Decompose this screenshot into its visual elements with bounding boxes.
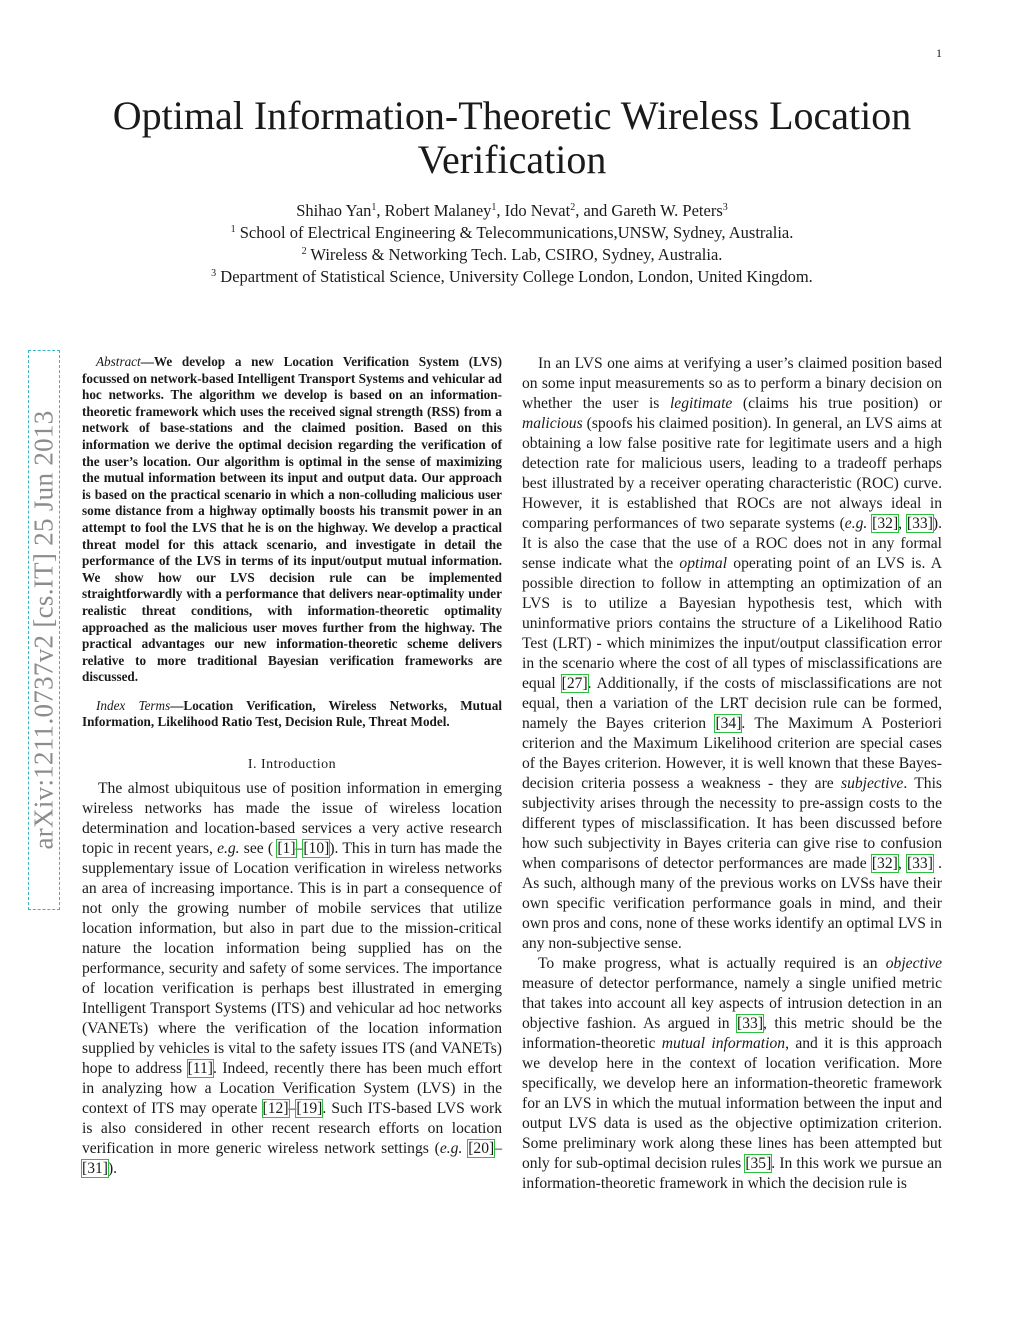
paper-title: Optimal Information-Theoretic Wireless Location Verification: [112, 93, 912, 182]
index-terms: [82, 698, 502, 731]
section-heading: I. Introduction: [247, 757, 337, 773]
author-sup: 2: [570, 202, 576, 213]
author-name: Ido Nevat: [504, 201, 571, 220]
body-paragraph: [522, 354, 942, 954]
paragraph-text: . The Maximum A Posteriori criterion and the Maximum Likelihood criterion are special cases of the Bayes criterion. However, it is well known that these Bayes-decision criteria possess a weakness - they are: [522, 715, 942, 792]
paragraph-text: , and it is this approach we develop here in the context of location verification. More specifically, we develop here an information-theoretic framework for an LVS in which the mutual information between the input and output LVS data is used as the objective optimization criterion. Some preliminary work along these lines has been attempted but only for sub-optimal decision rules: [522, 1035, 943, 1172]
author-separator: , and: [575, 201, 612, 220]
affiliation-text: Department of Statistical Science, University College London, London, United Kingdom.: [216, 267, 813, 286]
paragraph-text: . Indeed, recently there has been much effort in analyzing how a Location Verification System (LVS) in the context of ITS may operate: [82, 1060, 502, 1118]
author-separator: ,: [496, 201, 505, 220]
paragraph-text: ). This in turn has made the supplementary issue of Location verification in wireless networks an area of increasing importance. This is in part a consequence of not only the growing number of mobile services that utilize location information, but also in part due to the mission-critical nature the location information being supplied has on the performance, security and safety of some services. The importance of location verification is perhaps best illustrated in emerging Intelligent Transport Systems (ITS) and vehicular ad hoc networks (VANETs) where the verification of the location information supplied by vehicles is vital to the safety issues ITS (and VANETs) hope to address: [82, 840, 502, 1078]
affiliation-sup: 2: [301, 246, 307, 257]
author-block: [60, 200, 964, 288]
author-name: Robert Malaney: [384, 201, 492, 220]
affiliation-line: [60, 222, 964, 244]
range-dash: –: [494, 1140, 502, 1158]
author-line: [60, 200, 964, 222]
arxiv-identifier: arXiv:1211.0737v2 [cs.IT] 25 Jun 2013: [28, 410, 59, 850]
affiliation-text: Wireless & Networking Tech. Lab, CSIRO, Sydney, Australia.: [306, 245, 723, 264]
citation-link[interactable]: [12]: [262, 1100, 289, 1118]
paragraph-text: (spoofs his claimed position). In general, an LVS aims at obtaining a low false positive rate for legitimate users and a high detection rate for malicious users, leading to a tradeoff perhaps best illustrated by a receiver operating characteristic (ROC) curve. However, it is established that ROCs are not always ideal in comparing performances of two separate systems (: [522, 415, 942, 532]
citation-link[interactable]: [27]: [561, 675, 588, 692]
paragraph-text: . In this work we pursue an information-theoretic framework in which the decision rule is: [522, 1155, 942, 1192]
emphasis-text: e.g.: [217, 840, 240, 858]
author-sup: 3: [722, 202, 728, 213]
paragraph-text: In an LVS one aims at verifying a user’s claimed position based on some input measurements so as to perform a binary decision on whether the user is: [522, 355, 942, 412]
citation-link[interactable]: [20]: [468, 1140, 495, 1158]
paragraph-text: . As such, although many of the previous works on LVSs have their own specific verification performance goals in mind, and their own pros and cons, none of these works identify an optimal LVS in any non-subjective sense.: [522, 855, 943, 952]
citation-separator: ,: [898, 515, 907, 532]
author-name: Gareth W. Peters: [611, 201, 723, 220]
citation-link[interactable]: [33]: [906, 855, 933, 872]
citation-link[interactable]: [34]: [715, 715, 742, 732]
paragraph-text: , this metric should be the information-theoretic: [522, 1015, 942, 1052]
paragraph-text: To make progress, what is actually required is an: [538, 955, 886, 972]
paragraph-text: measure of detector performance, namely a single unified metric that takes into account all key aspects of intrusion detection in an objective fashion. As argued in: [522, 975, 942, 1032]
paragraph-text: . Such ITS-based LVS work is also considered in other recent research efforts on location verification in more generic wireless network settings (: [82, 1100, 502, 1158]
emphasis-text: legitimate: [669, 395, 733, 412]
affiliation-line: [60, 244, 964, 266]
abstract: [82, 354, 502, 686]
citation-link[interactable]: [33]: [906, 515, 933, 532]
citation-link[interactable]: [11]: [187, 1060, 213, 1078]
paragraph-text: . This subjectivity arises through the necessity to pre-assign costs to the different types of misclassification. It has been discussed before how such subjectivity in Bayes criteria can give rise to confusion when comparisons of detector performances are made: [522, 775, 942, 872]
paragraph-text: ). It is also the case that the use of a ROC does not in any formal sense indicate what the: [522, 515, 942, 572]
citation-link[interactable]: [32]: [872, 515, 899, 532]
affiliation-text: School of Electrical Engineering & Telecommunications,UNSW, Sydney, Australia.: [235, 223, 794, 242]
affiliation-sup: 3: [211, 268, 217, 279]
author-separator: ,: [376, 201, 385, 220]
left-column: [82, 354, 502, 1179]
affiliation-line: [60, 266, 964, 288]
citation-link[interactable]: [19]: [296, 1100, 323, 1118]
emphasis-text: optimal: [679, 555, 728, 572]
paragraph-text: (claims his true position) or: [732, 395, 942, 412]
emphasis-text: mutual information: [661, 1035, 786, 1052]
emphasis-text: malicious: [522, 415, 583, 432]
citation-link[interactable]: [31]: [82, 1160, 108, 1178]
paragraph-text: The almost ubiquitous use of position information in emerging wireless networks has made the issue of wireless location determination and location-based services a very active research topic in recent years,: [82, 780, 502, 858]
index-terms-label: Index Terms: [96, 697, 171, 713]
emphasis-text: subjective: [841, 775, 904, 792]
paragraph-text: . Additionally, if the costs of misclassifications are not equal, then a variation of the LRT decision rule can be formed, namely the Bayes criterion: [522, 675, 942, 732]
paragraph-text: ).: [107, 1160, 118, 1178]
author-sup: 1: [371, 202, 377, 213]
emphasis-text: e.g.: [844, 515, 868, 532]
range-dash: –: [288, 1100, 297, 1118]
citation-separator: ,: [897, 855, 907, 872]
citation-link[interactable]: [33]: [737, 1015, 764, 1032]
right-column: [522, 354, 942, 1194]
paragraph-text: see (: [239, 840, 278, 858]
emphasis-text: e.g.: [439, 1140, 463, 1158]
citation-link[interactable]: [32]: [871, 855, 898, 872]
citation-link[interactable]: [10]: [303, 840, 330, 858]
arxiv-stamp: [28, 350, 60, 910]
intro-paragraph: [82, 779, 502, 1179]
paragraph-text: operating point of an LVS is. A possible direction to follow in attempting an optimization of an LVS is to utilize a Bayesian hypothesis test, which with uninformative priors contains the structure of a Likelihood Ratio Test (LRT) - which minimizes the input/output classification error in the scenario where the cost of all types of misclassifications are equal: [522, 555, 942, 692]
page-number: 1: [936, 46, 942, 60]
emphasis-text: objective: [885, 955, 942, 972]
body-paragraph: [522, 954, 942, 1194]
citation-link[interactable]: [1]: [277, 840, 296, 858]
affiliation-sup: 1: [230, 224, 236, 235]
abstract-label: Abstract: [96, 354, 141, 369]
author-name: Shihao Yan: [296, 201, 372, 220]
abstract-text: —We develop a new Location Verification System (LVS) focussed on network-based Intelligent Transport Systems and vehicular ad hoc networks. The algorithm we develop is based on an information-theoretic framework which uses the received signal strength (RSS) from a network of base-stations and the claimed position. Based on this information we derive the optimal decision regarding the verification of the user’s location. Our algorithm is optimal in the sense of maximizing the mutual information between its input and output data. Our approach is based on the practical scenario in which a non-colluding malicious user some distance from a highway optimally boosts his transmit power in an attempt to fool the LVS that he is on the highway. We develop a practical threat model for this attack scenario, and investigate in detail the performance of the LVS in terms of its input/output mutual information. We show how our LVS decision rule can be implemented straightforwardly with a performance that delivers near-optimality under realistic threat conditions, with information-theoretic optimality approached as the malicious user moves further from the highway. The practical advantages our new information-theoretic scheme delivers relative to more traditional Bayesian verification frameworks are discussed.: [82, 354, 502, 685]
citation-link[interactable]: [35]: [745, 1155, 772, 1172]
index-terms-text: —Location Verification, Wireless Networks, Mutual Information, Likelihood Ratio Test, Decision Rule, Threat Model.: [82, 697, 502, 730]
range-dash: –: [295, 840, 304, 858]
author-sup: 1: [491, 202, 497, 213]
